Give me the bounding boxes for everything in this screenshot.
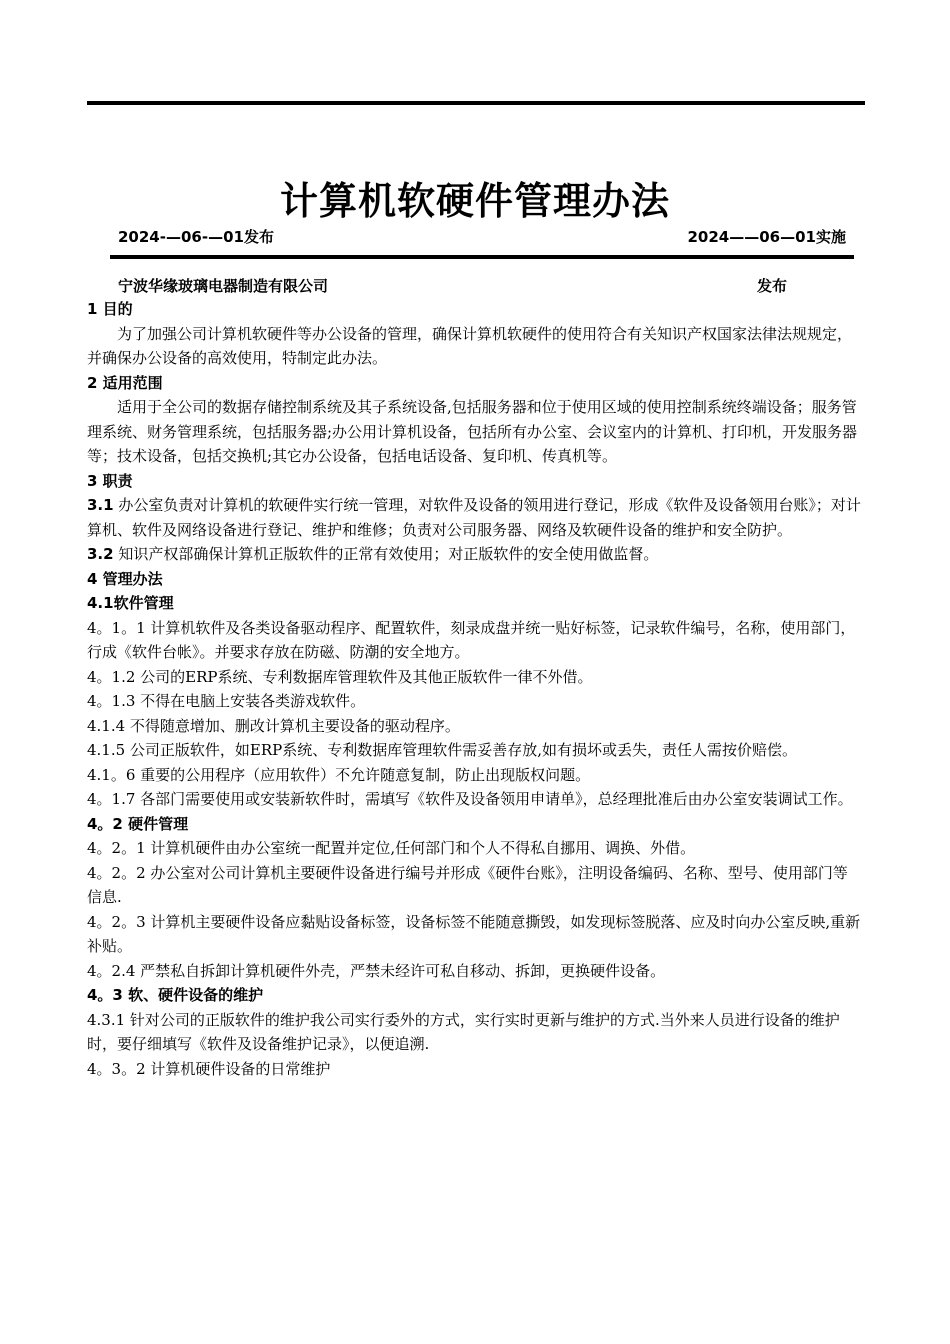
item-text: 办公室负责对计算机的软硬件实行统一管理，对软件及设备的领用进行登记，形成《软件及设备领用台账》；对计算机、软件及网络设备进行登记、维护和维修；负责对公司服务器、网络及软硬件设备的维护和安全防护。 (87, 496, 861, 539)
paragraph: 适用于全公司的数据存储控制系统及其子系统设备,包括服务器和位于使用区域的使用控制系统终端设备；服务管理系统、财务管理系统，包括服务器;办公用计算机设备，包括所有办公室、会议室内的计算机、打印机，开发服务器等；技术设备，包括交换机;其它办公设备，包括电话设备、复印机、传真机等。 (87, 398, 858, 465)
paragraph: 4。1.3 不得在电脑上安装各类游戏软件。 (87, 692, 366, 710)
item-text: 知识产权部确保计算机正版软件的正常有效使用；对正版软件的安全使用做监督。 (113, 545, 659, 563)
section-heading: 2 适用范围 (87, 373, 163, 392)
paragraph: 4。1.2 公司的ERP系统、专利数据库管理软件及其他正版软件一律不外借。 (87, 667, 593, 686)
paragraph (87, 493, 862, 542)
implement-date: 2024——06—01实施 (687, 228, 846, 246)
paragraph: 4。1.7 各部门需要使用或安装新软件时，需填写《软件及设备领用申请单》，总经理批准后由办公室安装调试工作。 (87, 790, 853, 808)
paragraph: 4。3。2 计算机硬件设备的日常维护 (87, 1059, 331, 1078)
company-name: 宁波华缘玻璃电器制造有限公司 (118, 277, 329, 295)
paragraph: 4.1.5 公司正版软件，如ERP系统、专利数据库管理软件需妥善存放,如有损坏或丢失，责任人需按价赔偿。 (87, 741, 798, 759)
section-heading: 3 职责 (87, 471, 133, 490)
paragraph: 4。2。3 计算机主要硬件设备应黏贴设备标签，设备标签不能随意撕毁，如发现标签脱落、应及时向办公室反映,重新补贴。 (87, 912, 861, 955)
paragraph: 4。2.4 严禁私自拆卸计算机硬件外壳，严禁未经许可私自移动、拆卸，更换硬件设备。 (87, 961, 666, 980)
subsection-heading: 4。2 硬件管理 (87, 814, 189, 833)
paragraph (87, 542, 862, 567)
publish-label: 发布 (757, 277, 788, 295)
paragraph: 4。2。2 办公室对公司计算机主要硬件设备进行编号并形成《硬件台账》，注明设备编码、名称、型号、使用部门等信息. (87, 863, 848, 906)
section-heading: 4 管理办法 (87, 569, 163, 588)
release-date: 2024-—06-—01发布 (118, 228, 274, 246)
paragraph: 4。1。1 计算机软件及各类设备驱动程序、配置软件，刻录成盘并统一贴好标签，记录软件编号，名称，使用部门，行成《软件台帐》。并要求存放在防磁、防潮的安全地方。 (87, 618, 856, 661)
section-heading: 1 目的 (87, 300, 133, 318)
item-number: 3.2 (87, 545, 114, 563)
document-body (87, 297, 862, 1081)
subsection-heading: 4.1软件管理 (87, 594, 174, 612)
paragraph: 4.1.4 不得随意增加、删改计算机主要设备的驱动程序。 (87, 716, 460, 735)
paragraph: 4.1。6 重要的公用程序（应用软件）不允许随意复制，防止出现版权问题。 (87, 765, 591, 784)
paragraph: 4.3.1 针对公司的正版软件的维护我公司实行委外的方式，实行实时更新与维护的方式.当外来人员进行设备的维护时，要仔细填写《软件及设备维护记录》，以便追溯. (87, 1010, 840, 1053)
document-title: 计算机软硬件管理办法 (279, 179, 670, 223)
header-rule (110, 255, 854, 259)
item-number: 3.1 (87, 496, 114, 514)
paragraph: 4。2。1 计算机硬件由办公室统一配置并定位,任何部门和个人不得私自挪用、调换、外借。 (87, 839, 696, 857)
subsection-heading: 4。3 软、硬件设备的维护 (87, 986, 264, 1004)
top-rule (87, 101, 865, 105)
paragraph: 为了加强公司计算机软硬件等办公设备的管理，确保计算机软硬件的使用符合有关知识产权国家法律法规规定，并确保办公设备的高效使用，特制定此办法。 (87, 324, 853, 367)
